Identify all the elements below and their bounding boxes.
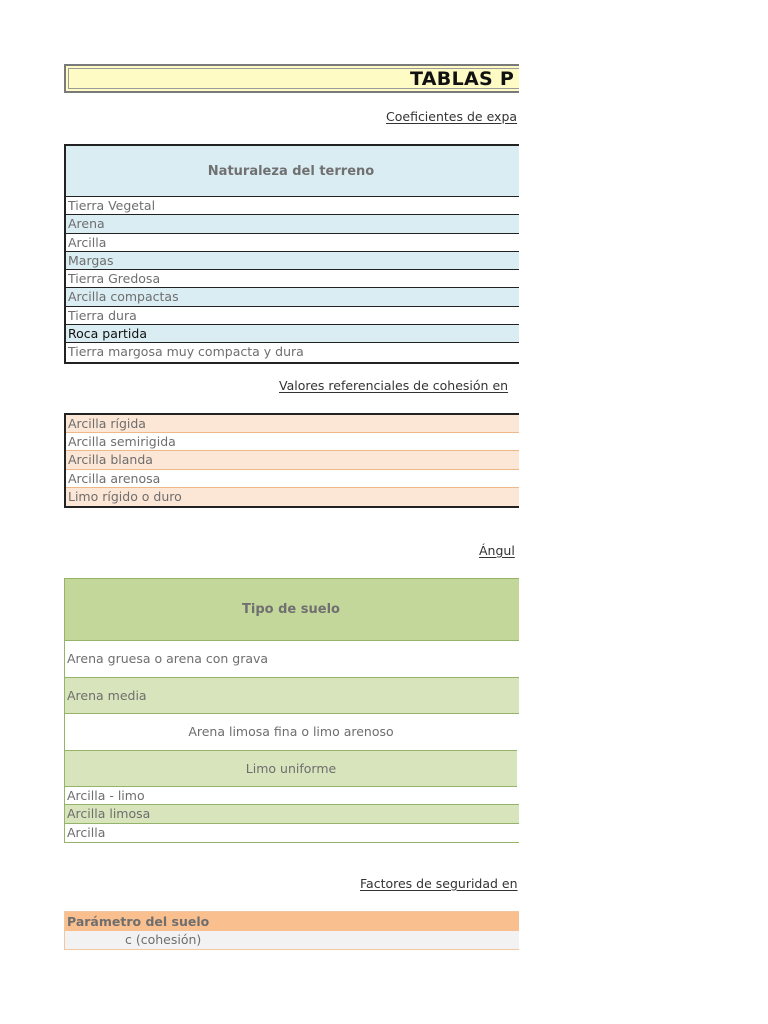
expansion-table-header [66,146,519,197]
safety-table-header: Parámetro del suelo [65,912,519,931]
table-row: Arcilla arenosa [66,470,519,488]
header-naturaleza: Naturaleza del terreno [207,163,375,179]
table-row: Tierra Gredosa [66,270,519,288]
table-row: Tierra Vegetal [66,197,519,215]
table-row: Roca partida [66,325,519,343]
safety-factor-table [64,911,519,950]
friction-angle-table-header [65,579,519,641]
table-row: Limo uniforme [65,751,517,788]
table-row: Arcilla [67,824,106,840]
table-row: Tierra margosa muy compacta y dura [68,344,304,360]
table-row: Arcilla [66,234,519,252]
expansion-table [64,144,519,364]
friction-angle-table [64,578,519,843]
table-row: Arcilla blanda [66,451,519,469]
caption-angle: Ángul [479,543,515,558]
title-banner [64,64,519,93]
caption-safety: Factores de seguridad en [360,876,518,891]
table-row: Arcilla - limo [65,787,519,805]
table-row: Margas [66,252,519,270]
table-row: Arena gruesa o arena con grava [65,641,519,678]
table-row: Arcilla compactas [66,288,519,306]
table-row: Limo rígido o duro [66,488,519,506]
caption-expansion: Coeficientes de expa [386,109,518,124]
table-row: Tierra dura [66,307,519,325]
table-row: c (cohesión) [65,931,519,949]
cohesion-table [64,413,519,508]
table-row: Arena limosa fina o limo arenoso [65,714,517,751]
table-row: Arcilla rígida [66,415,519,433]
table-row: Arcilla semirigida [66,433,519,451]
table-row: Arena media [65,678,519,715]
header-tipo-de-suelo: Tipo de suelo [242,602,340,617]
table-row: Arena [66,215,519,233]
table-row: Arcilla limosa [65,805,519,823]
caption-cohesion: Valores referenciales de cohesión en [279,378,509,393]
page-title: TABLAS P [410,68,515,90]
